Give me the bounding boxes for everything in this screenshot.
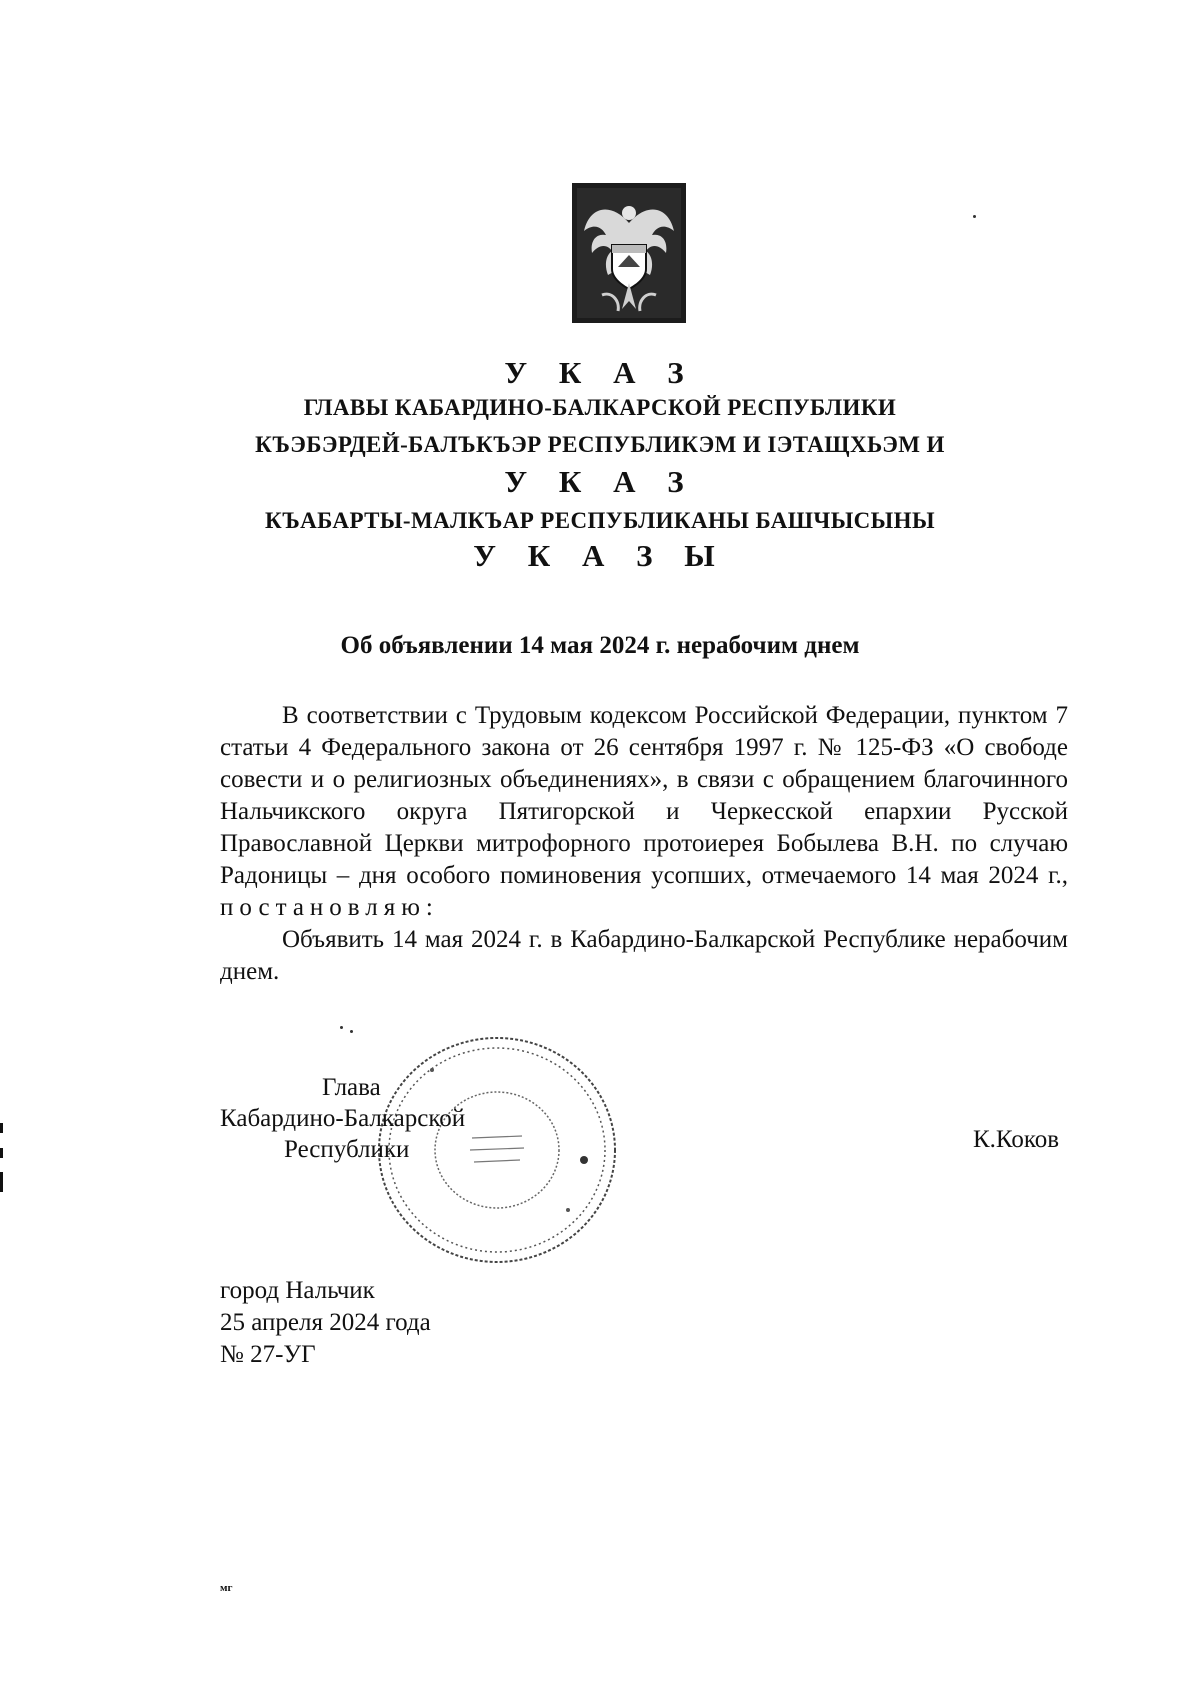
issuer-kabardian: КЪЭБЭРДЕЙ-БАЛЪКЪЭР РЕСПУБЛИКЭМ И IЭТАЩХЬЭМ И	[255, 432, 945, 457]
issue-date: 25 апреля 2024 года	[220, 1309, 431, 1336]
signature-position-region: Кабардино-Балкарской	[220, 1105, 466, 1132]
issue-city: город Нальчик	[220, 1277, 375, 1304]
decree-heading: У К А З	[504, 355, 696, 390]
scan-edge-mark	[0, 1123, 3, 1133]
scan-speck	[973, 215, 976, 218]
scan-speck	[340, 1026, 343, 1029]
typist-mark: мг	[220, 1582, 233, 1594]
decree-number: № 27-УГ	[220, 1341, 316, 1368]
signature-position-republic: Республики	[284, 1136, 410, 1163]
signatory-name: К.Коков	[973, 1126, 1060, 1153]
scan-edge-mark	[0, 1148, 3, 1158]
issuer-balkar: КЪАБАРТЫ-МАЛКЪАР РЕСПУБЛИКАНЫ БАШЧЫСЫНЫ	[265, 508, 935, 533]
paragraph-resolution: Объявить 14 мая 2024 г. в Кабардино-Балкарской Республике нерабочим днем.	[220, 926, 1068, 985]
decree-title: Об объявлении 14 мая 2024 г. нерабочим днем	[340, 632, 860, 659]
signature-position-title: Глава	[322, 1074, 381, 1101]
decree-heading-balkar: У К А З Ы	[473, 538, 727, 573]
decree-word: постановляю:	[220, 894, 439, 921]
preamble-text: В соответствии с Трудовым кодексом Российской Федерации, пунктом 7 статьи 4 Федерального закона от 26 сентября 1997 г. № 125-ФЗ «О свободе совести и о религиозных объединениях», в связи с обращением благочинного Нальчикского округа Пятигорской и Черкесской епархии Русской Православной Церкви митрофорного протоиерея Бобылева В.Н. по случаю Радоницы – дня особого поминовения усопших, отмечаемого 14 мая 2024 г.,	[220, 702, 1068, 889]
decree-body	[220, 700, 1068, 988]
decree-heading-kabardian: У К А З	[504, 464, 696, 499]
official-round-seal-icon	[372, 1030, 622, 1270]
scan-speck	[350, 1030, 353, 1033]
paragraph-preamble	[220, 700, 1068, 924]
scan-edge-mark	[0, 1172, 3, 1192]
coat-of-arms-icon	[572, 183, 686, 323]
issuer-russian: ГЛАВЫ КАБАРДИНО-БАЛКАРСКОЙ РЕСПУБЛИКИ	[303, 395, 897, 420]
